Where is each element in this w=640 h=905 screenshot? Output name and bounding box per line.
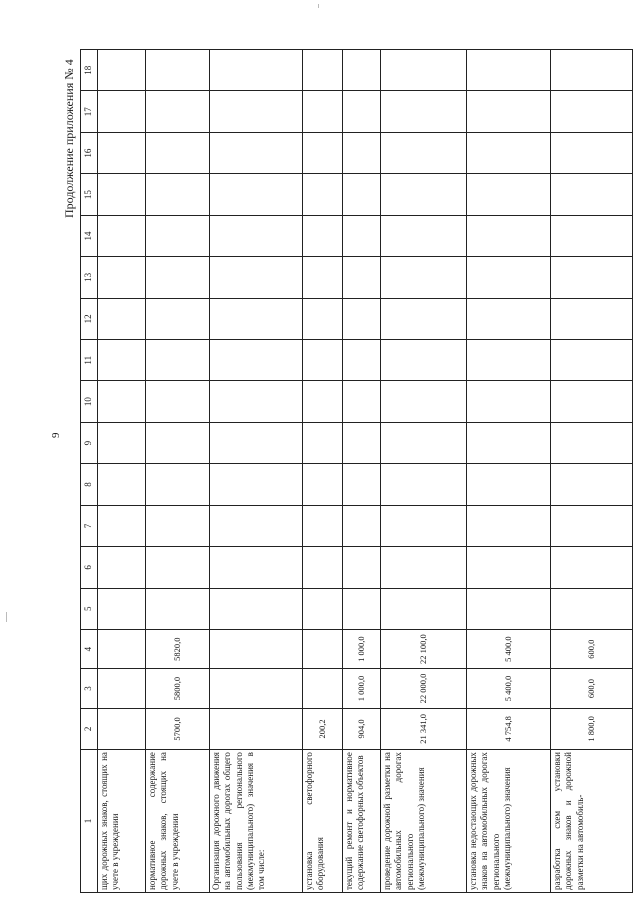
table-row bbox=[467, 50, 551, 893]
empty-cell bbox=[467, 340, 551, 381]
empty-cell bbox=[146, 422, 210, 463]
value-cell-v3: 600,0 bbox=[551, 669, 633, 708]
empty-cell bbox=[551, 257, 633, 298]
value-cell-v4 bbox=[210, 629, 303, 668]
empty-cell bbox=[146, 381, 210, 422]
rotated-table-container bbox=[80, 49, 612, 893]
empty-cell bbox=[210, 50, 303, 92]
value-cell-v2 bbox=[98, 708, 146, 749]
empty-cell bbox=[98, 464, 146, 505]
column-header: 15 bbox=[81, 174, 98, 215]
empty-cell bbox=[98, 381, 146, 422]
column-header: 16 bbox=[81, 132, 98, 173]
empty-cell bbox=[381, 132, 467, 173]
empty-cell bbox=[98, 505, 146, 546]
empty-cell bbox=[381, 50, 467, 92]
value-cell-v4: 22 100,0 bbox=[381, 629, 467, 668]
empty-cell bbox=[98, 50, 146, 92]
empty-cell bbox=[343, 298, 381, 339]
value-cell-v4 bbox=[303, 629, 343, 668]
empty-cell bbox=[98, 340, 146, 381]
empty-cell bbox=[303, 381, 343, 422]
column-header: 10 bbox=[81, 381, 98, 422]
empty-cell bbox=[551, 50, 633, 92]
table-row bbox=[551, 50, 633, 893]
value-cell-v4: 600,0 bbox=[551, 629, 633, 668]
value-cell-v3 bbox=[303, 669, 343, 708]
value-cell-v3: 1 000,0 bbox=[343, 669, 381, 708]
empty-cell bbox=[210, 91, 303, 132]
value-cell-v3 bbox=[98, 669, 146, 708]
empty-cell bbox=[551, 340, 633, 381]
empty-cell bbox=[98, 174, 146, 215]
table-header-row bbox=[81, 50, 98, 893]
value-cell-v3: 5 400,0 bbox=[467, 669, 551, 708]
value-cell-v4 bbox=[98, 629, 146, 668]
empty-cell bbox=[381, 174, 467, 215]
row-description: текущий ремонт и нормативное содержание светофорных объектов bbox=[343, 750, 381, 893]
value-cell-v3: 5800,0 bbox=[146, 669, 210, 708]
row-description: Организация дорожного движения на автомобильных дорогах общего пользования регионального (межмуниципального) значения в том числе: bbox=[210, 750, 303, 893]
empty-cell bbox=[551, 381, 633, 422]
empty-cell bbox=[210, 588, 303, 629]
column-header: 17 bbox=[81, 91, 98, 132]
empty-cell bbox=[551, 464, 633, 505]
empty-cell bbox=[343, 257, 381, 298]
empty-cell bbox=[467, 91, 551, 132]
empty-cell bbox=[146, 215, 210, 256]
empty-cell bbox=[146, 464, 210, 505]
empty-cell bbox=[146, 547, 210, 588]
empty-cell bbox=[381, 505, 467, 546]
value-cell-v4: 5 400,0 bbox=[467, 629, 551, 668]
empty-cell bbox=[303, 132, 343, 173]
column-header: 14 bbox=[81, 215, 98, 256]
empty-cell bbox=[210, 132, 303, 173]
empty-cell bbox=[303, 588, 343, 629]
empty-cell bbox=[381, 298, 467, 339]
row-description: нормативное содержание дорожных знаков, стоящих на учете в учреждении bbox=[146, 750, 210, 893]
table-row bbox=[303, 50, 343, 893]
page-number: 9 bbox=[50, 432, 62, 438]
empty-cell bbox=[210, 174, 303, 215]
value-cell-v3: 22 000,0 bbox=[381, 669, 467, 708]
empty-cell bbox=[381, 215, 467, 256]
empty-cell bbox=[381, 422, 467, 463]
empty-cell bbox=[146, 340, 210, 381]
empty-cell bbox=[303, 547, 343, 588]
empty-cell bbox=[210, 464, 303, 505]
value-cell-v2: 4 754,8 bbox=[467, 708, 551, 749]
column-header: 3 bbox=[81, 669, 98, 708]
row-description: разработка схем установки дорожных знаков и дорожной разметки на автомобиль- bbox=[551, 750, 633, 893]
column-header: 18 bbox=[81, 50, 98, 92]
empty-cell bbox=[343, 91, 381, 132]
table-row bbox=[381, 50, 467, 893]
empty-cell bbox=[210, 547, 303, 588]
table-row bbox=[98, 50, 146, 893]
empty-cell bbox=[146, 91, 210, 132]
empty-cell bbox=[343, 505, 381, 546]
empty-cell bbox=[467, 422, 551, 463]
empty-cell bbox=[467, 50, 551, 92]
empty-cell bbox=[303, 505, 343, 546]
empty-cell bbox=[303, 298, 343, 339]
row-description: щих дорожных знаков, стоящих на учете в учреждении bbox=[98, 750, 146, 893]
empty-cell bbox=[381, 588, 467, 629]
empty-cell bbox=[210, 257, 303, 298]
value-cell-v2: 904,0 bbox=[343, 708, 381, 749]
empty-cell bbox=[551, 132, 633, 173]
column-header: 2 bbox=[81, 708, 98, 749]
empty-cell bbox=[146, 505, 210, 546]
value-cell-v2: 200,2 bbox=[303, 708, 343, 749]
value-cell-v4: 1 000,0 bbox=[343, 629, 381, 668]
value-cell-v2: 21 341,0 bbox=[381, 708, 467, 749]
empty-cell bbox=[551, 298, 633, 339]
column-header: 7 bbox=[81, 505, 98, 546]
empty-cell bbox=[98, 588, 146, 629]
empty-cell bbox=[343, 50, 381, 92]
empty-cell bbox=[551, 174, 633, 215]
empty-cell bbox=[467, 464, 551, 505]
empty-cell bbox=[146, 132, 210, 173]
empty-cell bbox=[381, 464, 467, 505]
empty-cell bbox=[210, 381, 303, 422]
empty-cell bbox=[551, 215, 633, 256]
column-header: 12 bbox=[81, 298, 98, 339]
empty-cell bbox=[381, 340, 467, 381]
empty-cell bbox=[343, 422, 381, 463]
empty-cell bbox=[303, 91, 343, 132]
empty-cell bbox=[303, 257, 343, 298]
empty-cell bbox=[343, 588, 381, 629]
empty-cell bbox=[343, 340, 381, 381]
empty-cell bbox=[98, 257, 146, 298]
scan-mark bbox=[318, 4, 319, 8]
empty-cell bbox=[303, 215, 343, 256]
column-header: 9 bbox=[81, 422, 98, 463]
value-cell-v2 bbox=[210, 708, 303, 749]
empty-cell bbox=[467, 298, 551, 339]
row-description: проведение дорожной разметки на автомобильных дорогах регионального (межмуниципального) значения bbox=[381, 750, 467, 893]
empty-cell bbox=[146, 257, 210, 298]
empty-cell bbox=[343, 381, 381, 422]
budget-table bbox=[80, 49, 633, 893]
table-row bbox=[343, 50, 381, 893]
empty-cell bbox=[551, 588, 633, 629]
empty-cell bbox=[467, 132, 551, 173]
column-header: 8 bbox=[81, 464, 98, 505]
empty-cell bbox=[381, 381, 467, 422]
empty-cell bbox=[343, 132, 381, 173]
empty-cell bbox=[98, 215, 146, 256]
empty-cell bbox=[303, 50, 343, 92]
scan-mark bbox=[6, 612, 7, 622]
empty-cell bbox=[98, 547, 146, 588]
column-header: 13 bbox=[81, 257, 98, 298]
empty-cell bbox=[467, 381, 551, 422]
empty-cell bbox=[467, 215, 551, 256]
empty-cell bbox=[551, 91, 633, 132]
empty-cell bbox=[551, 505, 633, 546]
empty-cell bbox=[381, 91, 467, 132]
empty-cell bbox=[381, 257, 467, 298]
empty-cell bbox=[303, 174, 343, 215]
column-header: 1 bbox=[81, 750, 98, 893]
appendix-continuation-label: Продолжение приложения № 4 bbox=[62, 59, 76, 218]
empty-cell bbox=[210, 298, 303, 339]
empty-cell bbox=[303, 422, 343, 463]
column-header: 5 bbox=[81, 588, 98, 629]
table-row bbox=[146, 50, 210, 893]
row-description: установка светофорного оборудования bbox=[303, 750, 343, 893]
value-cell-v2: 5700,0 bbox=[146, 708, 210, 749]
empty-cell bbox=[343, 215, 381, 256]
empty-cell bbox=[343, 547, 381, 588]
empty-cell bbox=[467, 257, 551, 298]
column-header: 4 bbox=[81, 629, 98, 668]
empty-cell bbox=[98, 91, 146, 132]
empty-cell bbox=[210, 340, 303, 381]
empty-cell bbox=[210, 422, 303, 463]
empty-cell bbox=[467, 547, 551, 588]
empty-cell bbox=[98, 298, 146, 339]
empty-cell bbox=[467, 588, 551, 629]
value-cell-v2: 1 800,0 bbox=[551, 708, 633, 749]
table-row bbox=[210, 50, 303, 893]
empty-cell bbox=[98, 422, 146, 463]
empty-cell bbox=[467, 174, 551, 215]
empty-cell bbox=[210, 505, 303, 546]
empty-cell bbox=[551, 422, 633, 463]
empty-cell bbox=[303, 340, 343, 381]
row-description: установка недостающих дорожных знаков на автомобильных дорогах регионального (межмуниципального) значения bbox=[467, 750, 551, 893]
empty-cell bbox=[146, 588, 210, 629]
empty-cell bbox=[381, 547, 467, 588]
empty-cell bbox=[146, 174, 210, 215]
empty-cell bbox=[98, 132, 146, 173]
empty-cell bbox=[210, 215, 303, 256]
table-body bbox=[98, 50, 633, 893]
column-header: 6 bbox=[81, 547, 98, 588]
empty-cell bbox=[551, 547, 633, 588]
empty-cell bbox=[146, 50, 210, 92]
empty-cell bbox=[343, 174, 381, 215]
column-header: 11 bbox=[81, 340, 98, 381]
empty-cell bbox=[303, 464, 343, 505]
value-cell-v4: 5820,0 bbox=[146, 629, 210, 668]
empty-cell bbox=[146, 298, 210, 339]
empty-cell bbox=[343, 464, 381, 505]
empty-cell bbox=[467, 505, 551, 546]
value-cell-v3 bbox=[210, 669, 303, 708]
